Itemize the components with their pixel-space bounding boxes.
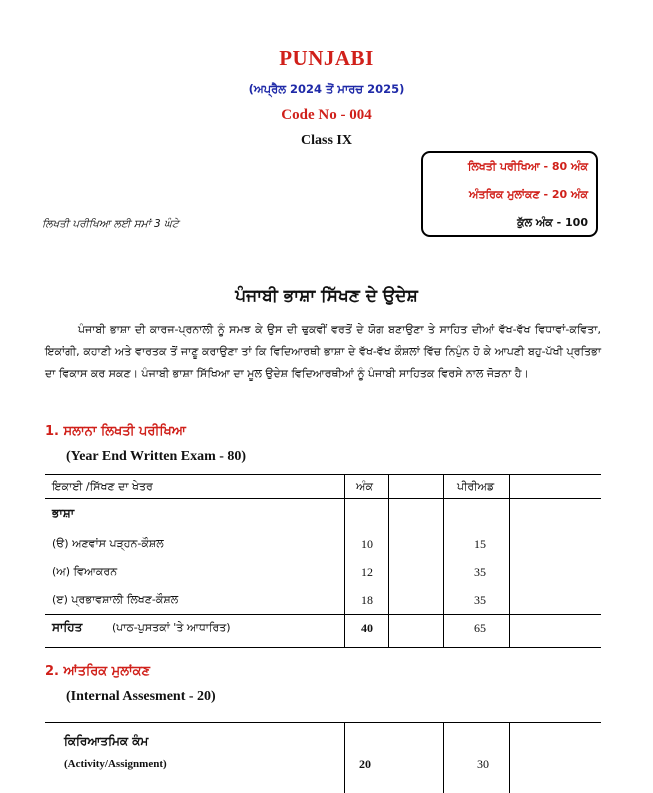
row-grammar-label: (ਅ) ਵਿਆਕਰਨ (52, 565, 118, 578)
row-reading-marks: 10 (361, 537, 373, 551)
section1-subtitle: (Year End Written Exam - 80) (66, 449, 247, 464)
table-rule (45, 722, 601, 723)
row-writing-periods: 35 (474, 593, 486, 607)
written-marks: ਲਿਖਤੀ ਪਰੀਖਿਆ - 80 ਅੰਕ (467, 160, 588, 173)
table-rule (443, 474, 444, 647)
total-marks: ਕੁੱਲ ਅੰਕ - 100 (517, 216, 588, 229)
internal-marks: ਅੰਤਰਿਕ ਮੁਲਾਂਕਣ - 20 ਅੰਕ (469, 188, 588, 201)
class-label: Class IX (301, 133, 352, 148)
header-marks: ਅੰਕ (356, 480, 373, 493)
section2-title: 2. ਆਂਤਰਿਕ ਮੁਲਾਂਕਣ (45, 664, 151, 679)
header-area: ਇਕਾਈ /ਸਿੱਖਣ ਦਾ ਖੇਤਰ (52, 480, 153, 493)
row-reading-label: (ੳ) ਅਣਵਾਂਸ ਪੜ੍ਹਨ-ਕੌਸ਼ਲ (52, 537, 164, 550)
marks-box (421, 151, 598, 237)
table-rule (45, 647, 601, 648)
table-rule (509, 474, 510, 647)
activity-periods: 30 (477, 757, 489, 771)
header-periods: ਪੀਰੀਅਡ (457, 480, 495, 493)
table-rule (344, 474, 345, 647)
row-literature-marks: 40 (361, 621, 373, 635)
subject-title: PUNJABI (279, 46, 374, 70)
table-rule (443, 722, 444, 793)
activity-marks: 20 (359, 757, 371, 771)
objectives-paragraph: ਪੰਜਾਬੀ ਭਾਸ਼ਾ ਦੀ ਕਾਰਜ-ਪ੍ਰਨਾਲੀ ਨੂੰ ਸਮਝ ਕੇ ਉਸ ਦੀ ਢੁਕਵੀਂ ਵਰਤੋਂ ਦੇ ਯੋਗ ਬਣਾਉਣਾ ਤੇ ਸਾਹਿਤ ਦੀਆਂ ਵੱਖ-ਵੱਖ ਵਿਧਾਵਾਂ-ਕਵਿਤਾ, ਇਕਾਂਗੀ, ਕਹਾਣੀ ਅਤੇ ਵਾਰਤਕ ਤੋਂ ਜਾਣੂ ਕਰਾਉਣਾ ਤਾਂ ਕਿ ਵਿਦਿਆਰਥੀ ਭਾਸ਼ਾ ਦੇ ਵੱਖ-ਵੱਖ ਕੌਸ਼ਲਾਂ ਵਿੱਚ ਨਿਪੁੰਨ ਹੋ ਕੇ ਆਪਣੀ ਬਹੁ-ਪੱਖੀ ਪ੍ਰਤਿਭਾ ਦਾ ਵਿਕਾਸ ਕਰ ਸਕਣ। ਪੰਜਾਬੀ ਭਾਸ਼ਾ ਸਿੱਖਿਆ ਦਾ ਮੂਲ ਉਦੇਸ਼ ਵਿਦਿਆਰਥੀਆਂ ਨੂੰ ਪੰਜਾਬੀ ਸਾਹਿਤਕ ਵਿਰਸੇ ਨਾਲ ਜੋੜਨਾ ਹੈ। (45, 323, 601, 380)
section1-title: 1. ਸਲਾਨਾ ਲਿਖਤੀ ਪਰੀਖਿਆ (45, 424, 186, 439)
row-writing-label: (ੲ) ਪ੍ਰਭਾਵਸ਼ਾਲੀ ਲਿਖਣ-ਕੌਸ਼ਲ (52, 593, 179, 606)
section2-subtitle: (Internal Assesment - 20) (66, 689, 216, 704)
row-grammar-periods: 35 (474, 565, 486, 579)
row-literature-note: (ਪਾਠ-ਪੁਸਤਕਾਂ 'ਤੇ ਆਧਾਰਿਤ) (112, 621, 231, 634)
table-rule (45, 498, 601, 499)
group-language: ਭਾਸ਼ਾ (52, 506, 75, 520)
activity-label: ਕਿਰਿਆਤਮਿਕ ਕੰਮ (64, 734, 149, 748)
row-literature-label: ਸਾਹਿਤ (52, 620, 83, 634)
table-rule (45, 474, 601, 475)
objectives-heading: ਪੰਜਾਬੀ ਭਾਸ਼ਾ ਸਿੱਖਣ ਦੇ ਉਦੇਸ਼ (235, 286, 418, 306)
table-rule (45, 614, 601, 615)
subject-code: Code No - 004 (281, 107, 372, 123)
row-reading-periods: 15 (474, 537, 486, 551)
row-grammar-marks: 12 (361, 565, 373, 579)
row-writing-marks: 18 (361, 593, 373, 607)
row-literature-periods: 65 (474, 621, 486, 635)
table-rule (388, 474, 389, 647)
table-rule (509, 722, 510, 793)
exam-time-note: ਲਿਖਤੀ ਪਰੀਖਿਆ ਲਈ ਸਮਾਂ 3 ਘੰਟੇ (42, 218, 179, 230)
session-dates: (ਅਪ੍ਰੈਲ 2024 ਤੋਂ ਮਾਰਚ 2025) (248, 82, 405, 96)
activity-label-en: (Activity/Assignment) (64, 758, 167, 770)
